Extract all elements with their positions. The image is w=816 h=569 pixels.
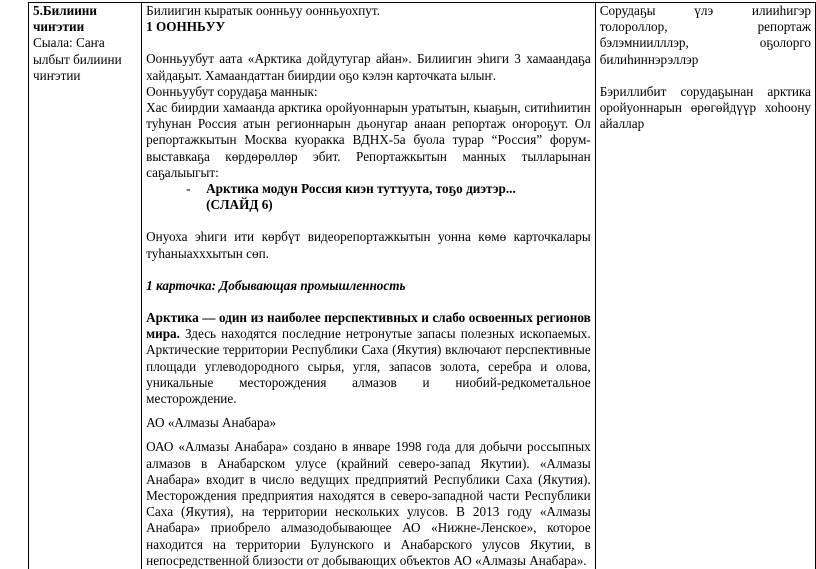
- lesson-plan-table: [28, 2, 816, 569]
- stage-goal: Сыала: Саҥа ылбыт билиини чиҥэтии: [33, 35, 122, 83]
- stage-cell: [29, 3, 142, 569]
- slide-number: (СЛАЙД 6): [206, 197, 273, 213]
- student-task-1: Сорудаҕы үлэ илииһигэр толороллор, репортаж бэлэмниилллэр, оҕолорго билиһиннэрэллэр: [599, 3, 811, 67]
- slide-reference: [146, 181, 591, 213]
- task-title: Оонньуубут сорудаҕа маннык:: [146, 83, 318, 99]
- teacher-activity-cell: [142, 3, 596, 569]
- student-activity-cell: [595, 3, 815, 569]
- arctic-body: Здесь находятся последние нетронутые запасы полезных ископаемых. Арктические территории Республики Саха (Якутия) включают перспективные площади углеводородного сырья, угля, запасов золота, серебра и олова, уникальные месторождения алмазов и ниобий-редкометальное месторождение.: [146, 326, 591, 407]
- list-dash: -: [186, 181, 191, 197]
- company-description: ОАО «Алмазы Анабара» создано в январе 1998 года для добычи россыпных алмазов в Анабарском улусе (крайний северо-запад Якутии). «Алмазы Анабара» входит в число ведущих предприятий Республики Саха (Якутия). Месторождения предприятия находятся в северо-западной части Республики Саха (Якутия), на территории нескольких улусов. В 2013 году «Алмазы Анабара» приобрело алмазодобывающее АО «Нижне-Ленское», которое находится на территории Булунского и Анабарского улусов Якутии, в непосредственной близости от добывающих объектов АО «Алмазы Анабара».: [146, 439, 591, 568]
- stage-title: 5.Билиини чиҥэтии: [33, 3, 97, 35]
- task-description: Хас биирдии хамаанда арктика оройуоннарын уратытын, кыаҕын, ситиһиитин туһунан Россия атын регионнарын дьонугар анаан репортаж оҥороҕут. Ол репортажкытын Москва куоракка ВДНХ-5а буола турар “Россия” форум-выставкаҕа көрдөрөллөр эбит. Репортажкытын манных тылларынан саҕалыыгыт:: [146, 100, 591, 180]
- intro-line: Билиигин кыратык оонньуу оонньуохпут.: [146, 3, 380, 18]
- video-hint: Онуоха эһиги ити көрбүт видеорепортажкытын уонна көмө карточкалары туһаныахххытын сөп.: [146, 229, 591, 261]
- slide-phrase: Арктика модун Россия киэн туттуута, тоҕо диэтэр...: [206, 181, 516, 197]
- student-task-2: Бэриллибит сорудаҕынан арктика оройуоннарын өрөгөйдүүр хоһоону айаллар: [599, 83, 811, 132]
- card-title: 1 карточка: Добывающая промышленность: [146, 277, 406, 293]
- game-number: 1 ООННЬУУ: [146, 19, 226, 35]
- table-row: [29, 3, 816, 569]
- company-heading: АО «Алмазы Анабара»: [146, 415, 277, 431]
- game-description: Оонньуубут аата «Арктика дойдутугар айан». Билиигин эһиги 3 хамаандаҕа хайдаҕыт. Хамаандаттан биирдии оҕо кэлэн карточката ылыҥ.: [146, 51, 591, 83]
- arctic-lead: Арктика — один из наиболее перспективных и слабо освоенных регионов мира.: [146, 310, 591, 342]
- arctic-paragraph: [146, 310, 591, 407]
